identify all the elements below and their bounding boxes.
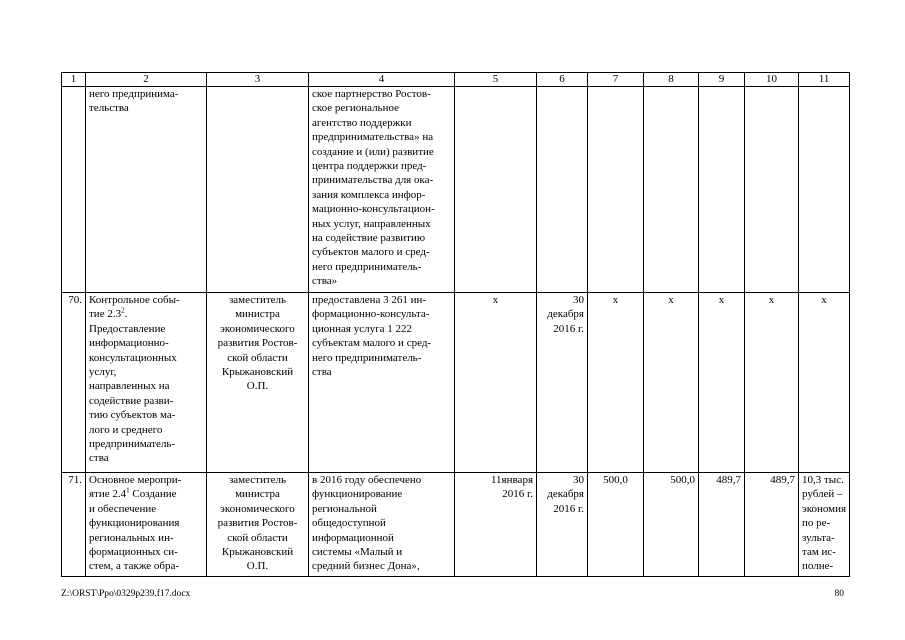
cell-col10: 489,7 — [745, 473, 799, 577]
empty-cell — [644, 87, 699, 293]
cell-col7: х — [588, 293, 644, 473]
cell-col8: 500,0 — [644, 473, 699, 577]
event-name-text-cont: . Предоставление информационно- консультационных услуг, направленных на содействие разви- тию субъектов ма- лого и среднего предприниматель- ства — [89, 308, 177, 465]
page-number: 80 — [834, 589, 844, 599]
empty-cell — [588, 87, 644, 293]
column-header: 10 — [745, 73, 799, 87]
empty-cell — [699, 87, 745, 293]
table-header-row — [62, 73, 850, 87]
event-name: него предпринима- тельства — [86, 87, 207, 293]
column-header: 11 — [799, 73, 850, 87]
responsible-person — [207, 87, 309, 293]
column-header: 1 — [62, 73, 86, 87]
column-header: 6 — [537, 73, 588, 87]
expected-result: в 2016 году обеспечено функционирование региональной общедоступной информационной системы «Малый и средний бизнес Дона», — [309, 473, 455, 577]
expected-result: предоставлена 3 261 ин- формационно-консульта- ционная услуга 1 222 субъектам малого и сред- него предприниматель- ства — [309, 293, 455, 473]
cell-col9: х — [699, 293, 745, 473]
column-header: 3 — [207, 73, 309, 87]
column-header: 5 — [455, 73, 537, 87]
empty-cell — [537, 87, 588, 293]
empty-cell — [745, 87, 799, 293]
footnote-marker: 2 — [121, 306, 125, 315]
cell-col9: 489,7 — [699, 473, 745, 577]
start-date: 11января 2016 г. — [455, 473, 537, 577]
event-name — [86, 293, 207, 473]
column-header: 2 — [86, 73, 207, 87]
cell-col11: х — [799, 293, 850, 473]
end-date: 30 декабря 2016 г. — [537, 473, 588, 577]
responsible-person: заместитель министра экономического развития Ростов- ской области Крыжановский О.П. — [207, 473, 309, 577]
column-header: 4 — [309, 73, 455, 87]
responsible-person: заместитель министра экономического развития Ростов- ской области Крыжановский О.П. — [207, 293, 309, 473]
table-row-71 — [62, 473, 850, 577]
column-header: 7 — [588, 73, 644, 87]
row-number: 71. — [62, 473, 86, 577]
cell-col8: х — [644, 293, 699, 473]
cell-col10: х — [745, 293, 799, 473]
table-row-continued — [62, 87, 850, 293]
cell-col11: 10,3 тыс. рублей – экономия по ре- зульта- там ис- полне- — [799, 473, 850, 577]
event-name-text: Контрольное собы- тие 2.3 — [89, 294, 180, 321]
event-name-text-cont: Создание и обеспечение функционирования региональных ин- формационных си- стем, а также обра- — [89, 488, 180, 573]
document-table — [61, 72, 850, 577]
table-row-70 — [62, 293, 850, 473]
empty-cell — [455, 87, 537, 293]
row-number — [62, 87, 86, 293]
empty-cell — [799, 87, 850, 293]
footnote-marker: 1 — [126, 486, 130, 495]
column-header: 8 — [644, 73, 699, 87]
event-name-text: Основное меропри- ятие 2.4 — [89, 474, 182, 501]
footer-file-path: Z:\ORST\Ppo\0329p239.f17.docx — [61, 589, 191, 599]
column-header: 9 — [699, 73, 745, 87]
row-number: 70. — [62, 293, 86, 473]
event-name — [86, 473, 207, 577]
end-date: 30 декабря 2016 г. — [537, 293, 588, 473]
expected-result: ское партнерство Ростов- ское региональное агентство поддержки предпринимательства» на создание и (или) развитие центра поддержки пред- принимательства для ока- зания комплекса инфор- мационно-консультацион- ных услуг, направленных на содействие развитию субъектов малого и сред- него предприниматель- ства» — [309, 87, 455, 293]
start-date: х — [455, 293, 537, 473]
cell-col7: 500,0 — [588, 473, 644, 577]
